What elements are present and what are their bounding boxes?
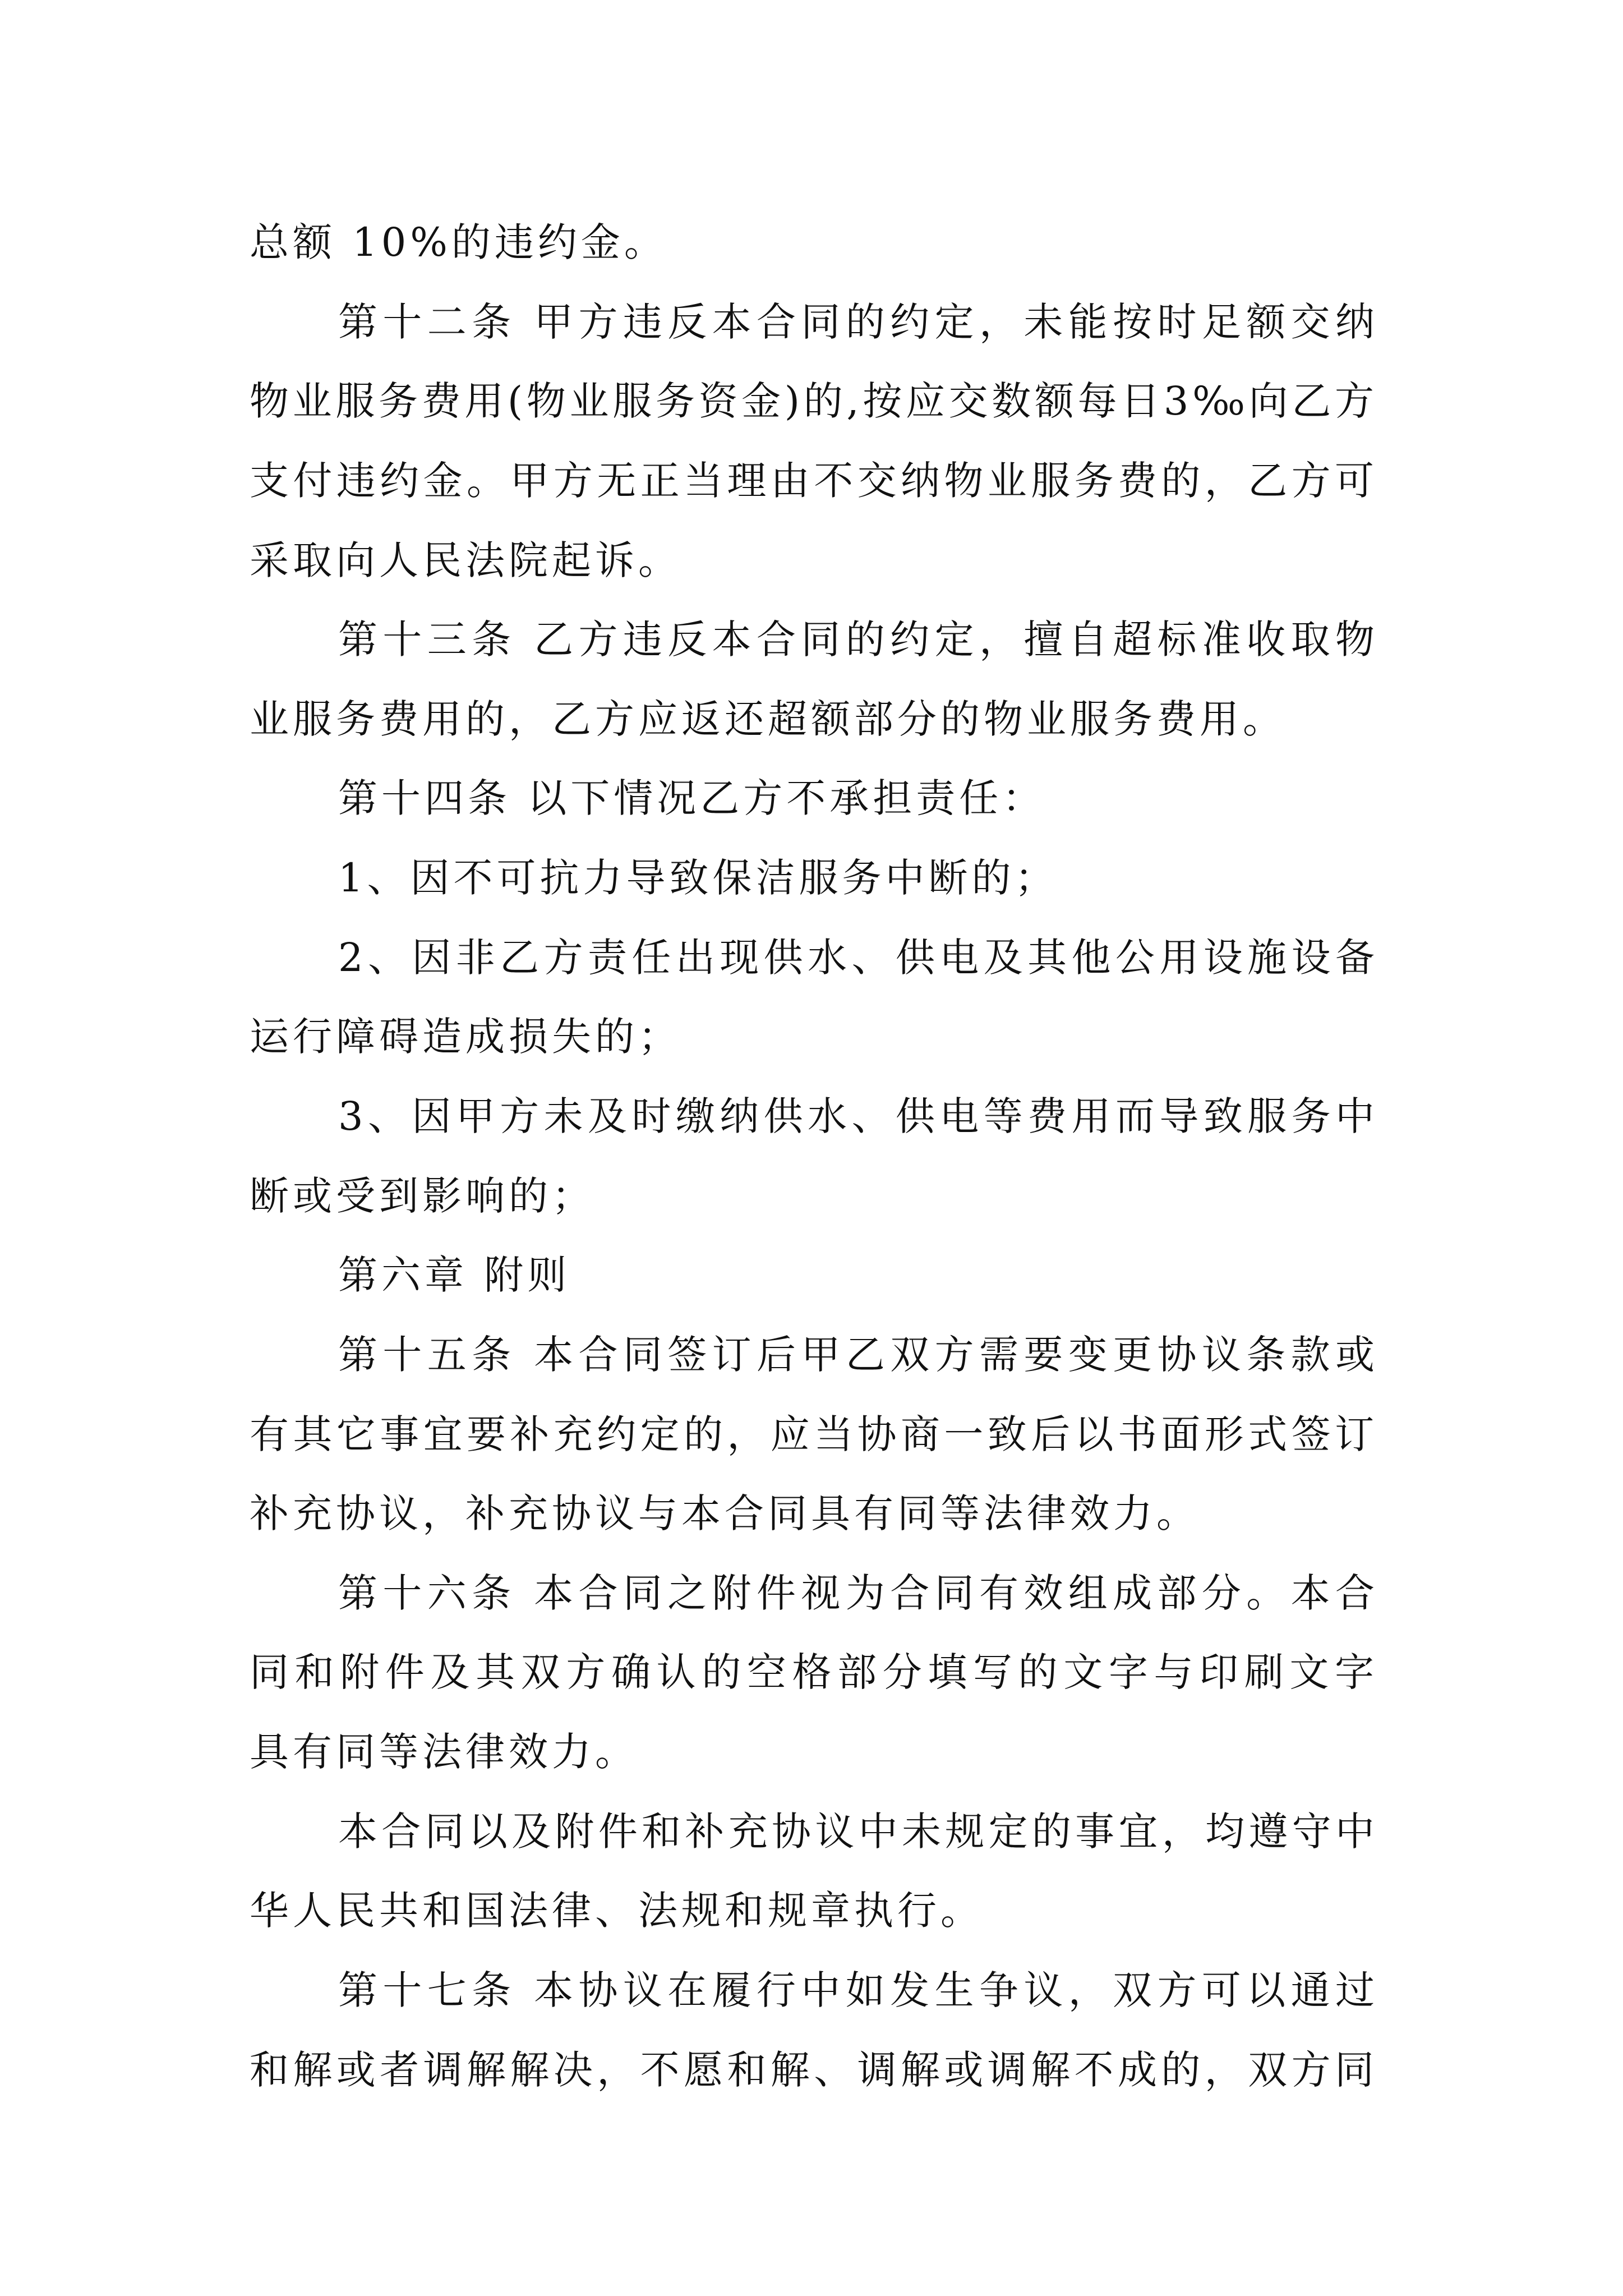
text-line: 断或受到影响的； bbox=[250, 1173, 595, 1219]
text-line: 第十四条 以下情况乙方不承担责任： bbox=[338, 775, 1046, 821]
text-line: 有其它事宜要补充约定的，应当协商一致后以书面形式签订 bbox=[250, 1411, 1374, 1457]
text-line: 第十五条 本合同签订后甲乙双方需要变更协议条款或 bbox=[338, 1332, 1375, 1378]
text-line: 运行障碍造成损失的； bbox=[250, 1014, 681, 1060]
text-line: 第十七条 本协议在履行中如发生争议，双方可以通过 bbox=[338, 1967, 1375, 2013]
text-line: 具有同等法律效力。 bbox=[250, 1729, 638, 1775]
text-line: 同和附件及其双方确认的空格部分填写的文字与印刷文字 bbox=[250, 1649, 1374, 1695]
text-line: 物业服务费用(物业服务资金)的,按应交数额每日3‰向乙方 bbox=[250, 378, 1374, 424]
text-line: 支付违约金。甲方无正当理由不交纳物业服务费的，乙方可 bbox=[250, 458, 1374, 504]
text-line: 第十三条 乙方违反本合同的约定，擅自超标准收取物 bbox=[338, 616, 1375, 662]
text-line: 采取向人民法院起诉。 bbox=[250, 537, 681, 583]
text-line: 和解或者调解解决，不愿和解、调解或调解不成的，双方同 bbox=[250, 2047, 1374, 2093]
text-line: 本合同以及附件和补充协议中未规定的事宜，均遵守中 bbox=[338, 1809, 1375, 1855]
text-line: 第十二条 甲方违反本合同的约定，未能按时足额交纳 bbox=[338, 299, 1375, 345]
text-line: 第十六条 本合同之附件视为合同有效组成部分。本合 bbox=[338, 1570, 1375, 1616]
text-line: 第六章 附则 bbox=[338, 1252, 571, 1298]
text-line: 华人民共和国法律、法规和规章执行。 bbox=[250, 1888, 984, 1934]
text-line: 总额 10%的违约金。 bbox=[250, 219, 667, 265]
text-line: 补充协议，补充协议与本合同具有同等法律效力。 bbox=[250, 1490, 1200, 1536]
text-line: 2、因非乙方责任出现供水、供电及其他公用设施设备 bbox=[338, 935, 1375, 981]
text-line: 业服务费用的，乙方应返还超额部分的物业服务费用。 bbox=[250, 696, 1286, 742]
text-line: 1、因不可抗力导致保洁服务中断的； bbox=[338, 855, 1058, 901]
text-line: 3、因甲方未及时缴纳供水、供电等费用而导致服务中 bbox=[338, 1093, 1375, 1139]
